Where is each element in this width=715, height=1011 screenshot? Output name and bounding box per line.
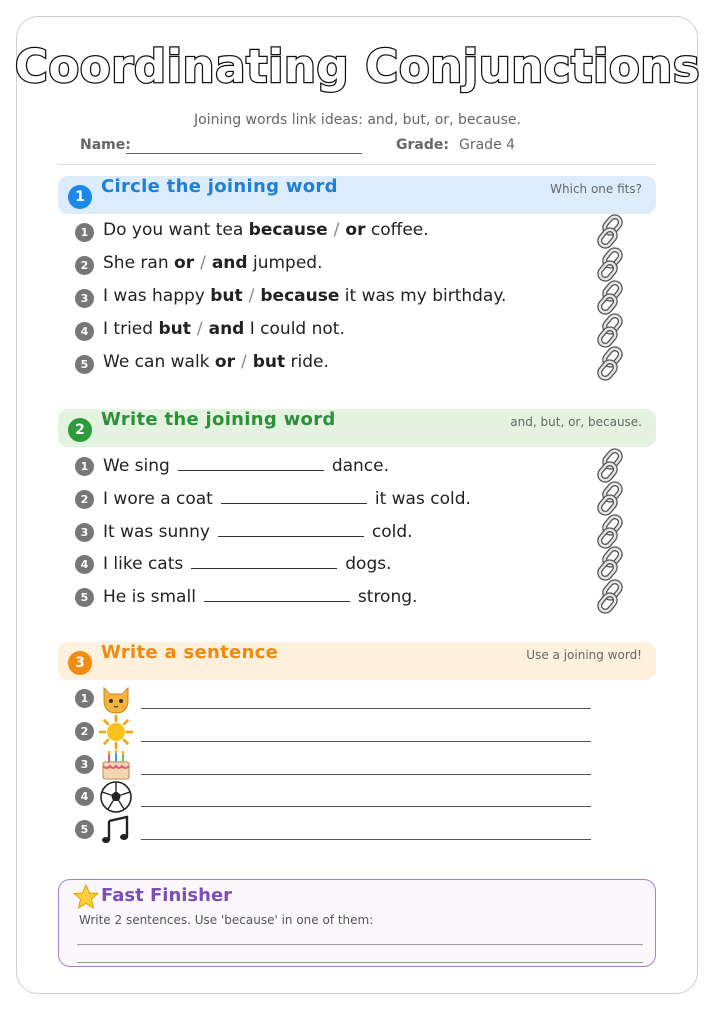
option-word[interactable]: and	[211, 253, 248, 273]
chain-link-icon	[593, 481, 629, 517]
item-number: 1	[75, 689, 94, 708]
fast-finisher-title: Fast Finisher	[101, 885, 233, 906]
music-notes-icon	[99, 813, 133, 847]
item-sentence	[103, 220, 429, 240]
sentence-end: cold.	[371, 522, 413, 542]
sentence-line[interactable]	[141, 741, 591, 742]
sentence-start: He is small	[103, 587, 196, 607]
grade-value: Grade 4	[459, 137, 516, 153]
star-icon	[73, 884, 99, 910]
item-number: 3	[75, 755, 94, 774]
cat-face-icon	[99, 682, 133, 716]
option-word[interactable]: because	[260, 286, 340, 306]
soccer-ball-icon	[99, 780, 133, 814]
section-write-word-header	[58, 409, 656, 447]
answer-blank[interactable]	[204, 585, 350, 602]
section-title: Write a sentence	[101, 642, 279, 663]
sentence-start: She ran	[103, 253, 169, 273]
answer-blank[interactable]	[191, 552, 337, 569]
sentence-start: I like cats	[103, 554, 184, 574]
item-number: 1	[75, 223, 94, 242]
sentence-start: I wore a coat	[103, 489, 213, 509]
sentence-line[interactable]	[141, 774, 591, 775]
option-word[interactable]: and	[208, 319, 245, 339]
option-word[interactable]: but	[210, 286, 243, 306]
option-word[interactable]: because	[248, 220, 328, 240]
item-sentence	[103, 454, 389, 476]
option-word[interactable]: or	[174, 253, 195, 273]
item-number: 3	[75, 289, 94, 308]
chain-link-icon	[593, 346, 629, 382]
sentence-end: coffee.	[370, 220, 429, 240]
option-slash: /	[200, 253, 206, 273]
grade-label: Grade:	[396, 137, 449, 153]
sentence-start: We can walk	[103, 352, 210, 372]
chain-link-icon	[593, 448, 629, 484]
worksheet-title: Coordinating Conjunctions	[14, 40, 701, 93]
item-sentence	[103, 585, 417, 607]
item-number: 5	[75, 820, 94, 839]
sentence-line[interactable]	[141, 708, 591, 709]
item-number: 4	[75, 787, 94, 806]
name-field[interactable]	[126, 153, 362, 154]
sentence-line[interactable]	[141, 839, 591, 840]
sentence-end: dogs.	[345, 554, 392, 574]
item-number: 3	[75, 523, 94, 542]
sentence-start: I was happy	[103, 286, 205, 306]
sentence-start: Do you want tea	[103, 220, 244, 240]
sentence-start: We sing	[103, 456, 170, 476]
section-title: Write the joining word	[101, 409, 336, 430]
item-number: 5	[75, 355, 94, 374]
fast-finisher-box	[58, 879, 656, 967]
item-number: 1	[75, 457, 94, 476]
option-slash: /	[241, 352, 247, 372]
section-number: 3	[68, 651, 92, 675]
chain-link-icon	[593, 280, 629, 316]
sentence-end: ride.	[290, 352, 329, 372]
chain-link-icon	[593, 514, 629, 550]
section-number: 1	[68, 185, 92, 209]
sun-icon	[99, 715, 133, 749]
option-slash: /	[333, 220, 340, 240]
item-number: 4	[75, 322, 94, 341]
item-sentence	[103, 253, 323, 273]
section-hint: Which one fits?	[550, 182, 642, 196]
option-word[interactable]: or	[214, 352, 235, 372]
sentence-end: it was cold.	[374, 489, 471, 509]
sentence-start: It was sunny	[103, 522, 210, 542]
sentence-end: dance.	[331, 456, 390, 476]
section-circle-header	[58, 176, 656, 214]
fast-finisher-instructions: Write 2 sentences. Use 'because' in one of them:	[79, 913, 374, 927]
section-write-sentence-header	[58, 642, 656, 680]
item-number: 2	[75, 490, 94, 509]
writing-line[interactable]	[77, 962, 643, 963]
section-hint: and, but, or, because.	[510, 415, 642, 429]
chain-link-icon	[593, 214, 629, 250]
item-number: 2	[75, 256, 94, 275]
birthday-cake-icon	[99, 748, 133, 782]
name-label: Name:	[80, 137, 131, 153]
answer-blank[interactable]	[218, 520, 364, 537]
sentence-end: jumped.	[252, 253, 323, 273]
chain-link-icon	[593, 247, 629, 283]
item-number: 4	[75, 555, 94, 574]
sentence-end: it was my birthday.	[344, 286, 507, 306]
chain-link-icon	[593, 546, 629, 582]
chain-link-icon	[593, 579, 629, 615]
answer-blank[interactable]	[221, 487, 367, 504]
item-sentence	[103, 552, 392, 574]
item-number: 5	[75, 588, 94, 607]
option-word[interactable]: but	[252, 352, 286, 372]
item-number: 2	[75, 722, 94, 741]
section-number: 2	[68, 418, 92, 442]
sentence-line[interactable]	[141, 806, 591, 807]
writing-line[interactable]	[77, 944, 643, 945]
option-slash: /	[196, 319, 203, 339]
section-hint: Use a joining word!	[526, 648, 642, 662]
option-word[interactable]: but	[158, 319, 191, 339]
sentence-start: I tried	[103, 319, 154, 339]
item-sentence	[103, 319, 345, 339]
answer-blank[interactable]	[178, 454, 324, 471]
worksheet-subtitle: Joining words link ideas: and, but, or, because.	[194, 112, 521, 128]
chain-link-icon	[593, 313, 629, 349]
item-sentence	[103, 286, 506, 306]
item-sentence	[103, 520, 413, 542]
name-grade-row	[80, 137, 640, 157]
option-slash: /	[248, 286, 255, 306]
sentence-end: strong.	[357, 587, 418, 607]
option-word[interactable]: or	[345, 220, 366, 240]
section-title: Circle the joining word	[101, 176, 338, 197]
sentence-end: I could not.	[249, 319, 345, 339]
item-sentence	[103, 487, 471, 509]
header-divider	[58, 164, 656, 165]
item-sentence	[103, 352, 329, 372]
